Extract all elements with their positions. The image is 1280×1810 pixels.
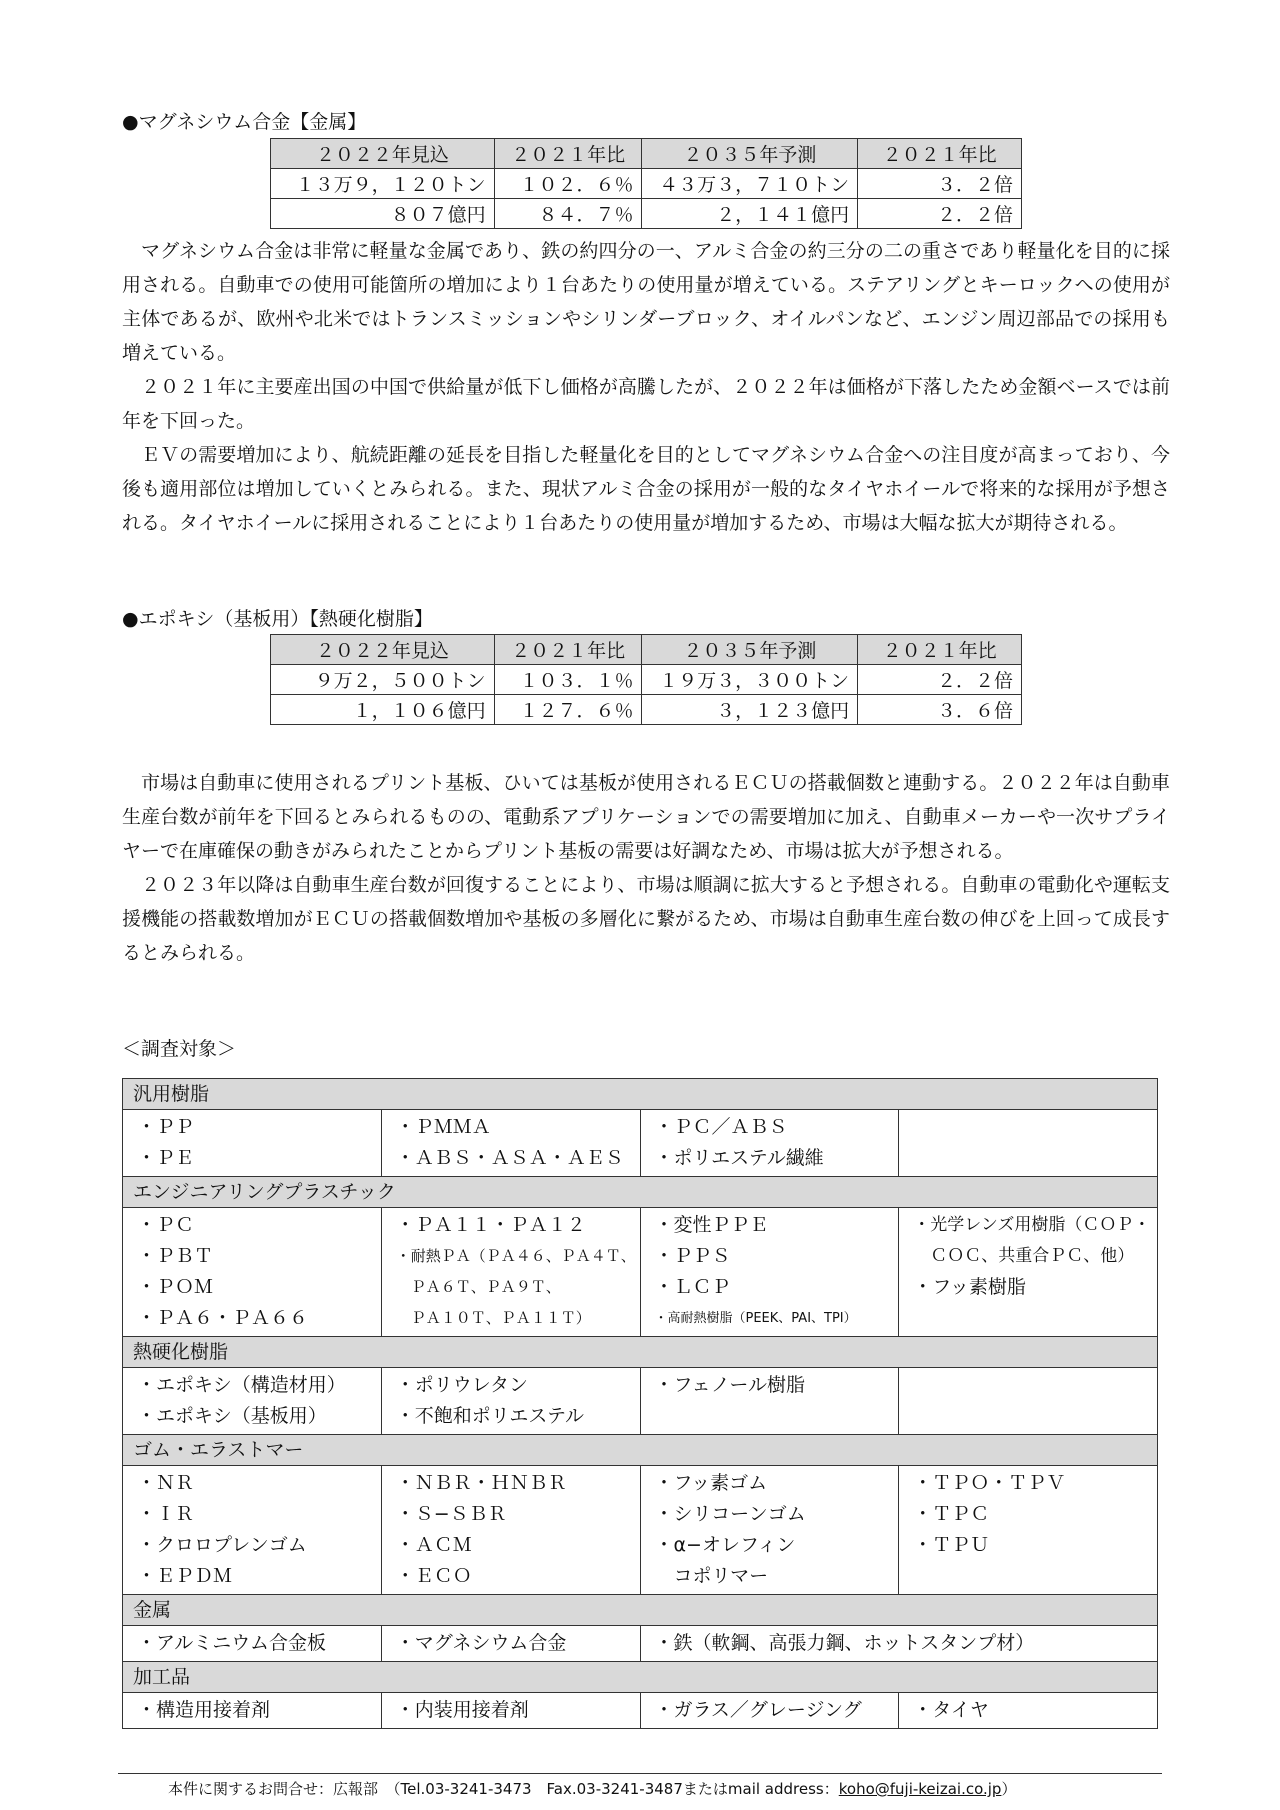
epoxy-stats-table: [270, 634, 1022, 725]
category-column: [640, 1466, 899, 1595]
table-cell: ３．２倍: [858, 169, 1022, 199]
category-column: [640, 1626, 1158, 1662]
table-cell: １２７．６％: [494, 695, 642, 725]
list-item: ・ＴＰＯ・ＴＰＶ: [913, 1472, 1066, 1494]
category-column: [123, 1368, 382, 1435]
list-item: ・鉄（軟鋼、高張力鋼、ホットスタンプ材）: [654, 1632, 1035, 1654]
paragraph: ＥＶの需要増加により、航続距離の延長を目指した軽量化を目的としてマグネシウム合金への注目度が高まっており、今後も適用部位は増加していくとみられる。また、現状アルミ合金の採用が一般的なタイヤホイールで将来的な採用が予想される。タイヤホイールに採用されることにより１台あたりの使用量が増加するため、市場は大幅な拡大が期待される。: [122, 444, 1170, 534]
table-header: ２０３５年予測: [642, 139, 858, 169]
category-header: 加工品: [123, 1662, 1158, 1693]
list-item: ・ＰＰＳ: [654, 1245, 731, 1267]
list-item: ・ポリウレタン: [395, 1374, 528, 1396]
category-column: [123, 1466, 382, 1595]
list-item: ・クロロプレンゴム: [137, 1534, 307, 1556]
category-column: [123, 1626, 382, 1662]
category-column: [640, 1693, 899, 1729]
category-column: [381, 1368, 640, 1435]
category-column: [123, 1208, 382, 1337]
list-item: ＰＡ６Ｔ、ＰＡ９Ｔ、: [395, 1278, 561, 1296]
epoxy-body: [122, 766, 1170, 970]
table-cell: ９万２，５００トン: [271, 665, 495, 695]
category-column: [899, 1466, 1158, 1595]
list-item: ・変性ＰＰＥ: [654, 1214, 769, 1236]
magnesium-stats-table: [270, 138, 1022, 229]
list-item: ・ＰＣ／ＡＢＳ: [654, 1116, 788, 1138]
category-column: [640, 1208, 899, 1337]
list-item: ・ＥＣＯ: [395, 1565, 472, 1587]
list-item: ・ＰＡ１１・ＰＡ１２: [395, 1214, 586, 1236]
survey-title: ＜調査対象＞: [122, 1038, 237, 1060]
category-column: [123, 1110, 382, 1177]
table-header: ２０２１年比: [494, 139, 642, 169]
category-column: [899, 1368, 1158, 1435]
table-cell: １０２．６％: [494, 169, 642, 199]
magnesium-body: [122, 234, 1170, 540]
table-header: ２０２１年比: [858, 635, 1022, 665]
category-column: [381, 1693, 640, 1729]
category-header: ゴム・エラストマー: [123, 1435, 1158, 1466]
list-item: ・ＰＡ６・ＰＡ６６: [137, 1307, 309, 1329]
list-item: ・ＡＢＳ・ＡＳＡ・ＡＥＳ: [395, 1147, 624, 1169]
footer-divider: [118, 1773, 1162, 1774]
table-cell: ３，１２３億円: [642, 695, 858, 725]
category-column: [640, 1368, 899, 1435]
list-item: ・ＬＣＰ: [654, 1276, 731, 1298]
table-cell: １３万９，１２０トン: [271, 169, 495, 199]
footer-text: 本件に関するお問合せ：広報部 （Tel.03-3241-3473 Fax.03-3241-3487またはmail address：: [168, 1780, 839, 1798]
list-item: ・エポキシ（基板用）: [137, 1405, 327, 1427]
table-cell: ８４．７％: [494, 199, 642, 229]
category-column: [381, 1626, 640, 1662]
table-header: ２０２２年見込: [271, 139, 495, 169]
paragraph: ２０２３年以降は自動車生産台数が回復することにより、市場は順調に拡大すると予想される。自動車の電動化や運転支援機能の搭載数増加がＥＣＵの搭載個数増加や基板の多層化に繋がるため、市場は自動車生産台数の伸びを上回って成長するとみられる。: [122, 874, 1170, 964]
list-item: ・高耐熱樹脂（PEEK、PAI、TPI）: [654, 1311, 857, 1326]
list-item: ・タイヤ: [913, 1699, 989, 1721]
table-header: ２０３５年予測: [642, 635, 858, 665]
list-item: ・フェノール樹脂: [654, 1374, 805, 1396]
list-item: ・ガラス／グレージング: [654, 1699, 862, 1721]
paragraph: マグネシウム合金は非常に軽量な金属であり、鉄の約四分の一、アルミ合金の約三分の二の重さであり軽量化を目的に採用される。自動車での使用可能箇所の増加により１台あたりの使用量が増えている。ステアリングとキーロックへの使用が主体であるが、欧州や北米ではトランスミッションやシリンダーブロック、オイルパンなど、エンジン周辺部品での採用も増えている。: [122, 240, 1170, 364]
list-item: ・ＰＭＭＡ: [395, 1116, 491, 1138]
paragraph: ２０２１年に主要産出国の中国で供給量が低下し価格が高騰したが、２０２２年は価格が下落したため金額ベースでは前年を下回った。: [122, 376, 1170, 432]
category-column: [381, 1208, 640, 1337]
contact-email-link[interactable]: koho@fuji-keizai.co.jp: [838, 1780, 1002, 1798]
survey-targets-table: [122, 1078, 1158, 1729]
list-item: ＰＡ１０Ｔ、ＰＡ１１Ｔ）: [395, 1309, 591, 1327]
category-column: [123, 1693, 382, 1729]
list-item: ・ＰＯＭ: [137, 1276, 214, 1298]
list-item: ・ＮＲ: [137, 1472, 195, 1494]
category-header: 金属: [123, 1595, 1158, 1626]
list-item: ・不飽和ポリエステル: [395, 1405, 585, 1427]
paragraph: 市場は自動車に使用されるプリント基板、ひいては基板が使用されるＥＣＵの搭載個数と連動する。２０２２年は自動車生産台数が前年を下回るとみられるものの、電動系アプリケーションでの需要増加に加え、自動車メーカーや一次サプライヤーで在庫確保の動きがみられたことからプリント基板の需要は好調なため、市場は拡大が予想される。: [122, 772, 1170, 862]
table-header: ２０２１年比: [494, 635, 642, 665]
category-column: [899, 1110, 1158, 1177]
footer-close: ）: [1001, 1780, 1017, 1798]
list-item: ・ＰＣ: [137, 1214, 195, 1236]
list-item: ・ＮＢＲ・ＨＮＢＲ: [395, 1472, 567, 1494]
list-item: ・ＴＰＣ: [913, 1503, 990, 1525]
table-cell: １９万３，３００トン: [642, 665, 858, 695]
table-cell: ２．２倍: [858, 665, 1022, 695]
category-header: 熱硬化樹脂: [123, 1337, 1158, 1368]
list-item: ・アルミニウム合金板: [137, 1632, 327, 1654]
table-header: ２０２１年比: [858, 139, 1022, 169]
list-item: ・耐熱ＰＡ（ＰＡ４６、ＰＡ４Ｔ、: [395, 1247, 636, 1265]
epoxy-section-title: ●エポキシ（基板用）【熱硬化樹脂】: [122, 608, 433, 630]
category-header: エンジニアリングプラスチック: [123, 1177, 1158, 1208]
category-column: [899, 1208, 1158, 1337]
table-cell: ８０７億円: [271, 199, 495, 229]
list-item: コポリマー: [654, 1565, 769, 1587]
footer-contact: [168, 1778, 1016, 1800]
list-item: ・ＴＰＵ: [913, 1534, 990, 1556]
magnesium-section-title: ●マグネシウム合金【金属】: [122, 111, 367, 133]
table-header: ２０２２年見込: [271, 635, 495, 665]
list-item: ・光学レンズ用樹脂（ＣＯＰ・: [913, 1215, 1151, 1235]
list-item: ・ＰＥ: [137, 1147, 195, 1169]
category-column: [381, 1466, 640, 1595]
table-cell: １，１０６億円: [271, 695, 495, 725]
list-item: ・ＰＢＴ: [137, 1245, 214, 1267]
list-item: ・内装用接着剤: [395, 1699, 529, 1721]
list-item: ・シリコーンゴム: [654, 1503, 806, 1525]
list-item: ・ＰＰ: [137, 1116, 195, 1138]
table-cell: ４３万３，７１０トン: [642, 169, 858, 199]
table-cell: ２，１４１億円: [642, 199, 858, 229]
list-item: ・フッ素ゴム: [654, 1472, 768, 1494]
list-item: ・ポリエステル繊維: [654, 1147, 824, 1169]
category-column: [640, 1110, 899, 1177]
list-item: ・エポキシ（構造材用）: [137, 1374, 346, 1396]
table-cell: １０３．１％: [494, 665, 642, 695]
table-cell: ３．６倍: [858, 695, 1022, 725]
list-item: ・Ｓ−ＳＢＲ: [395, 1503, 507, 1525]
list-item: ・フッ素樹脂: [913, 1276, 1026, 1298]
list-item: ・α−オレフィン: [654, 1534, 796, 1556]
category-column: [381, 1110, 640, 1177]
list-item: ・ＩＲ: [137, 1503, 195, 1525]
list-item: ＣＯＣ、共重合ＰＣ、他）: [913, 1246, 1135, 1266]
list-item: ・マグネシウム合金: [395, 1632, 567, 1654]
list-item: ・構造用接着剤: [137, 1699, 271, 1721]
list-item: ・ＥＰＤＭ: [137, 1565, 233, 1587]
category-header: 汎用樹脂: [123, 1079, 1158, 1110]
category-column: [899, 1693, 1158, 1729]
table-cell: ２．２倍: [858, 199, 1022, 229]
list-item: ・ＡＣＭ: [395, 1534, 472, 1556]
